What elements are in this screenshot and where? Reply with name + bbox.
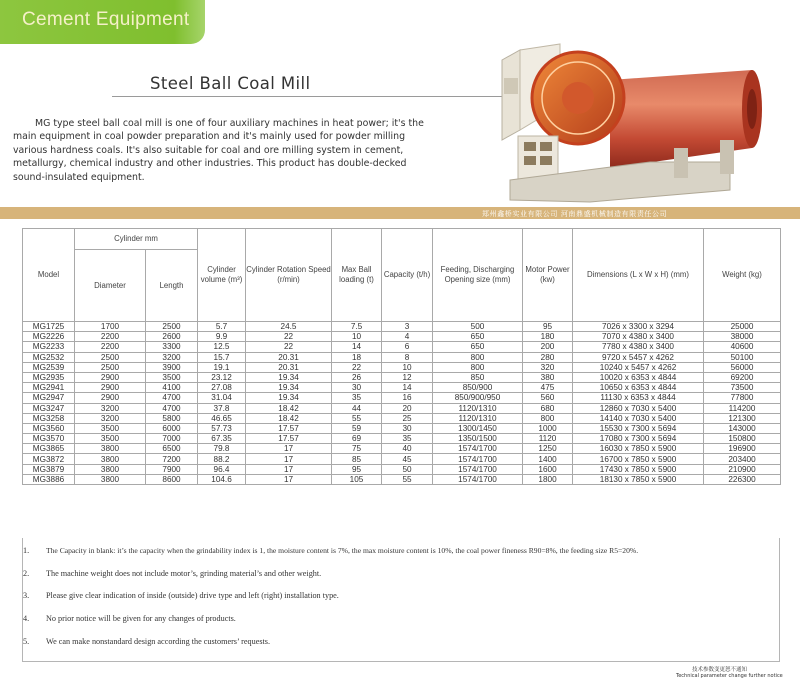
header-motor-power: Motor Power (kw) xyxy=(523,229,573,322)
cell-ball-loading: 55 xyxy=(332,413,382,423)
table-row xyxy=(23,444,781,454)
cell-model: MG2226 xyxy=(23,332,75,342)
cell-motor-power: 1600 xyxy=(523,464,573,474)
table-row xyxy=(23,332,781,342)
cell-ball-loading: 59 xyxy=(332,423,382,433)
cell-model: MG3247 xyxy=(23,403,75,413)
cell-length: 7000 xyxy=(146,434,198,444)
note-text: The machine weight does not include motor’s, grinding material’s and other weight. xyxy=(46,569,322,578)
cell-opening-size: 850 xyxy=(433,372,523,382)
table-row xyxy=(23,434,781,444)
cell-motor-power: 560 xyxy=(523,393,573,403)
cell-volume: 104.6 xyxy=(198,474,246,484)
cell-capacity: 12 xyxy=(382,372,433,382)
cell-dimensions: 16030 x 7850 x 5900 xyxy=(573,444,704,454)
table-row xyxy=(23,423,781,433)
note-text: No prior notice will be given for any changes of products. xyxy=(46,614,236,623)
cell-length: 6000 xyxy=(146,423,198,433)
header-model: Model xyxy=(23,229,75,322)
cell-capacity: 4 xyxy=(382,332,433,342)
cell-model: MG3886 xyxy=(23,474,75,484)
cell-model: MG2947 xyxy=(23,393,75,403)
cell-diameter: 3800 xyxy=(75,464,146,474)
cell-length: 3500 xyxy=(146,372,198,382)
cell-diameter: 1700 xyxy=(75,322,146,332)
cell-motor-power: 95 xyxy=(523,322,573,332)
spec-table-body xyxy=(23,322,781,485)
cell-dimensions: 10650 x 6353 x 4844 xyxy=(573,383,704,393)
cell-capacity: 30 xyxy=(382,423,433,433)
cell-volume: 57.73 xyxy=(198,423,246,433)
cell-length: 2500 xyxy=(146,322,198,332)
table-row xyxy=(23,342,781,352)
cell-speed: 19.34 xyxy=(246,372,332,382)
cell-speed: 17 xyxy=(246,444,332,454)
cell-weight: 69200 xyxy=(704,372,781,382)
cell-opening-size: 1574/1700 xyxy=(433,474,523,484)
cell-length: 3300 xyxy=(146,342,198,352)
cell-ball-loading: 18 xyxy=(332,352,382,362)
cell-ball-loading: 44 xyxy=(332,403,382,413)
cell-volume: 79.8 xyxy=(198,444,246,454)
spec-table xyxy=(22,228,781,485)
cell-dimensions: 9720 x 5457 x 4262 xyxy=(573,352,704,362)
cell-volume: 96.4 xyxy=(198,464,246,474)
cell-speed: 19.34 xyxy=(246,393,332,403)
cell-motor-power: 1000 xyxy=(523,423,573,433)
cell-speed: 22 xyxy=(246,332,332,342)
cell-diameter: 3200 xyxy=(75,413,146,423)
cell-diameter: 3800 xyxy=(75,454,146,464)
title-divider xyxy=(112,96,502,97)
cell-speed: 17.57 xyxy=(246,423,332,433)
note-text: The Capacity in blank: it’s the capacity when the grindability index is 1, the moisture content is 7%, the max moisture content is 10%, the coal power fineness R90=8%, the feeding size R5=20%. xyxy=(46,546,639,555)
cell-ball-loading: 30 xyxy=(332,383,382,393)
cell-dimensions: 17080 x 7300 x 5694 xyxy=(573,434,704,444)
cell-diameter: 3800 xyxy=(75,444,146,454)
cell-capacity: 55 xyxy=(382,474,433,484)
table-row xyxy=(23,322,781,332)
cell-speed: 18.42 xyxy=(246,413,332,423)
cell-motor-power: 280 xyxy=(523,352,573,362)
cell-capacity: 25 xyxy=(382,413,433,423)
cell-dimensions: 18130 x 7850 x 5900 xyxy=(573,474,704,484)
cell-ball-loading: 95 xyxy=(332,464,382,474)
cell-model: MG3865 xyxy=(23,444,75,454)
cell-weight: 121300 xyxy=(704,413,781,423)
footer-note-en: Technical parameter change further notice xyxy=(676,673,783,679)
cell-dimensions: 17430 x 7850 x 5900 xyxy=(573,464,704,474)
header-dimensions: Dimensions (L x W x H) (mm) xyxy=(573,229,704,322)
cell-capacity: 16 xyxy=(382,393,433,403)
cell-volume: 15.7 xyxy=(198,352,246,362)
cell-ball-loading: 22 xyxy=(332,362,382,372)
cell-speed: 18.42 xyxy=(246,403,332,413)
cell-capacity: 6 xyxy=(382,342,433,352)
cell-motor-power: 1400 xyxy=(523,454,573,464)
cell-opening-size: 500 xyxy=(433,322,523,332)
cell-dimensions: 11130 x 6353 x 4844 xyxy=(573,393,704,403)
cell-model: MG3570 xyxy=(23,434,75,444)
cell-speed: 20.31 xyxy=(246,362,332,372)
cell-weight: 56000 xyxy=(704,362,781,372)
cell-model: MG2539 xyxy=(23,362,75,372)
cell-ball-loading: 85 xyxy=(332,454,382,464)
cell-motor-power: 320 xyxy=(523,362,573,372)
cell-speed: 19.34 xyxy=(246,383,332,393)
cell-opening-size: 800 xyxy=(433,352,523,362)
cell-ball-loading: 10 xyxy=(332,332,382,342)
cell-diameter: 3500 xyxy=(75,423,146,433)
cell-model: MG2935 xyxy=(23,372,75,382)
product-title: Steel Ball Coal Mill xyxy=(150,74,311,93)
cell-capacity: 50 xyxy=(382,464,433,474)
cell-weight: 50100 xyxy=(704,352,781,362)
cell-volume: 5.7 xyxy=(198,322,246,332)
cell-model: MG2941 xyxy=(23,383,75,393)
cell-volume: 88.2 xyxy=(198,454,246,464)
cell-capacity: 8 xyxy=(382,352,433,362)
header-capacity: Capacity (t/h) xyxy=(382,229,433,322)
table-row xyxy=(23,403,781,413)
cell-diameter: 2900 xyxy=(75,372,146,382)
cell-capacity: 40 xyxy=(382,444,433,454)
cell-diameter: 2500 xyxy=(75,352,146,362)
cell-capacity: 45 xyxy=(382,454,433,464)
cell-motor-power: 1250 xyxy=(523,444,573,454)
cell-model: MG3258 xyxy=(23,413,75,423)
cell-dimensions: 12860 x 7030 x 5400 xyxy=(573,403,704,413)
note-number: 5. xyxy=(23,637,30,646)
cell-length: 2600 xyxy=(146,332,198,342)
cell-diameter: 2500 xyxy=(75,362,146,372)
cell-volume: 9.9 xyxy=(198,332,246,342)
cell-diameter: 2900 xyxy=(75,393,146,403)
cell-length: 4700 xyxy=(146,393,198,403)
cell-dimensions: 10020 x 6353 x 4844 xyxy=(573,372,704,382)
cell-diameter: 2200 xyxy=(75,332,146,342)
table-row xyxy=(23,372,781,382)
company-band xyxy=(0,207,800,219)
cell-speed: 17 xyxy=(246,464,332,474)
cell-weight: 210900 xyxy=(704,464,781,474)
note-number: 4. xyxy=(23,614,30,623)
cell-speed: 17.57 xyxy=(246,434,332,444)
cell-ball-loading: 75 xyxy=(332,444,382,454)
cell-length: 3200 xyxy=(146,352,198,362)
cell-motor-power: 180 xyxy=(523,332,573,342)
cell-weight: 150800 xyxy=(704,434,781,444)
cell-opening-size: 1120/1310 xyxy=(433,413,523,423)
cell-length: 5800 xyxy=(146,413,198,423)
cell-diameter: 3500 xyxy=(75,434,146,444)
cell-diameter: 2200 xyxy=(75,342,146,352)
cell-volume: 67.35 xyxy=(198,434,246,444)
cell-length: 4700 xyxy=(146,403,198,413)
note-number: 2. xyxy=(23,569,30,578)
cell-weight: 77800 xyxy=(704,393,781,403)
cell-length: 6500 xyxy=(146,444,198,454)
section-banner xyxy=(0,0,205,44)
cell-dimensions: 7070 x 4380 x 3400 xyxy=(573,332,704,342)
cell-ball-loading: 69 xyxy=(332,434,382,444)
cell-model: MG3872 xyxy=(23,454,75,464)
cell-motor-power: 475 xyxy=(523,383,573,393)
cell-motor-power: 800 xyxy=(523,413,573,423)
cell-speed: 20.31 xyxy=(246,352,332,362)
cell-capacity: 3 xyxy=(382,322,433,332)
cell-length: 7900 xyxy=(146,464,198,474)
header-ball-loading: Max Ball loading (t) xyxy=(332,229,382,322)
cell-opening-size: 850/900 xyxy=(433,383,523,393)
cell-weight: 143000 xyxy=(704,423,781,433)
table-row xyxy=(23,362,781,372)
note-number: 3. xyxy=(23,591,30,600)
note-text: We can make nonstandard design according the customers’ requests. xyxy=(46,637,271,646)
cell-ball-loading: 7.5 xyxy=(332,322,382,332)
cell-speed: 24.5 xyxy=(246,322,332,332)
cell-weight: 25000 xyxy=(704,322,781,332)
cell-speed: 17 xyxy=(246,454,332,464)
company-band-text: 郑州鑫桥实业有限公司 河南鼎盛机械制造有限责任公司 xyxy=(482,210,668,218)
cell-volume: 37.8 xyxy=(198,403,246,413)
header-cylinder-mm: Cylinder mm xyxy=(75,229,198,250)
cell-length: 8600 xyxy=(146,474,198,484)
cell-weight: 40600 xyxy=(704,342,781,352)
cell-model: MG2233 xyxy=(23,342,75,352)
cell-length: 7200 xyxy=(146,454,198,464)
table-row xyxy=(23,393,781,403)
cell-opening-size: 1574/1700 xyxy=(433,454,523,464)
cell-volume: 12.5 xyxy=(198,342,246,352)
cell-weight: 73500 xyxy=(704,383,781,393)
product-intro: MG type steel ball coal mill is one of four auxiliary machines in heat power; it's the main equipment in coal powder preparation and it's mainly used for powder milling various hardness coals. It's also suitable for coal and ore milling system in cement, metallurgy, chemical industry and other industries. This product has double-decked sound-insulated equipment. xyxy=(13,118,424,183)
cell-motor-power: 1800 xyxy=(523,474,573,484)
cell-diameter: 3800 xyxy=(75,474,146,484)
cell-motor-power: 680 xyxy=(523,403,573,413)
cell-speed: 22 xyxy=(246,342,332,352)
cell-motor-power: 380 xyxy=(523,372,573,382)
cell-speed: 17 xyxy=(246,474,332,484)
cell-capacity: 10 xyxy=(382,362,433,372)
ball-mill-photo xyxy=(490,40,770,208)
table-row xyxy=(23,454,781,464)
header-rotation-speed: Cylinder Rotation Speed (r/min) xyxy=(246,229,332,322)
cell-weight: 203400 xyxy=(704,454,781,464)
cell-dimensions: 16700 x 7850 x 5900 xyxy=(573,454,704,464)
cell-diameter: 2900 xyxy=(75,383,146,393)
cell-opening-size: 800 xyxy=(433,362,523,372)
cell-length: 4100 xyxy=(146,383,198,393)
cell-weight: 226300 xyxy=(704,474,781,484)
footer-note-cn: 技术参数变更恕不通知 xyxy=(692,667,748,673)
cell-dimensions: 15530 x 7300 x 5694 xyxy=(573,423,704,433)
header-diameter: Diameter xyxy=(75,250,146,322)
header-length: Length xyxy=(146,250,198,322)
cell-volume: 46.65 xyxy=(198,413,246,423)
cell-motor-power: 200 xyxy=(523,342,573,352)
cell-dimensions: 7026 x 3300 x 3294 xyxy=(573,322,704,332)
cell-opening-size: 650 xyxy=(433,342,523,352)
cell-opening-size: 1350/1500 xyxy=(433,434,523,444)
cell-model: MG2532 xyxy=(23,352,75,362)
cell-volume: 27.08 xyxy=(198,383,246,393)
cell-opening-size: 1574/1700 xyxy=(433,464,523,474)
cell-motor-power: 1120 xyxy=(523,434,573,444)
cell-ball-loading: 14 xyxy=(332,342,382,352)
cell-dimensions: 10240 x 5457 x 4262 xyxy=(573,362,704,372)
header-weight: Weight (kg) xyxy=(704,229,781,322)
cell-opening-size: 1574/1700 xyxy=(433,444,523,454)
cell-volume: 23.12 xyxy=(198,372,246,382)
table-row xyxy=(23,474,781,484)
cell-weight: 114200 xyxy=(704,403,781,413)
cell-capacity: 20 xyxy=(382,403,433,413)
header-opening-size: Feeding, Discharging Opening size (mm) xyxy=(433,229,523,322)
cell-model: MG1725 xyxy=(23,322,75,332)
header-cylinder-volume: Cylinder volume (m³) xyxy=(198,229,246,322)
table-row xyxy=(23,383,781,393)
cell-ball-loading: 105 xyxy=(332,474,382,484)
notes-box xyxy=(22,538,780,662)
cell-ball-loading: 26 xyxy=(332,372,382,382)
cell-length: 3900 xyxy=(146,362,198,372)
table-row xyxy=(23,413,781,423)
banner-title: Cement Equipment xyxy=(22,9,190,30)
cell-opening-size: 1300/1450 xyxy=(433,423,523,433)
cell-dimensions: 14140 x 7030 x 5400 xyxy=(573,413,704,423)
cell-capacity: 35 xyxy=(382,434,433,444)
cell-ball-loading: 35 xyxy=(332,393,382,403)
cell-model: MG3560 xyxy=(23,423,75,433)
table-row xyxy=(23,352,781,362)
cell-dimensions: 7780 x 4380 x 3400 xyxy=(573,342,704,352)
note-text: Please give clear indication of inside (outside) drive type and left (right) installation type. xyxy=(46,591,339,600)
note-number: 1. xyxy=(23,546,30,555)
cell-weight: 196900 xyxy=(704,444,781,454)
cell-opening-size: 1120/1310 xyxy=(433,403,523,413)
cell-volume: 19.1 xyxy=(198,362,246,372)
cell-opening-size: 850/900/950 xyxy=(433,393,523,403)
cell-diameter: 3200 xyxy=(75,403,146,413)
table-row xyxy=(23,464,781,474)
cell-model: MG3879 xyxy=(23,464,75,474)
cell-volume: 31.04 xyxy=(198,393,246,403)
cell-opening-size: 650 xyxy=(433,332,523,342)
cell-capacity: 14 xyxy=(382,383,433,393)
cell-weight: 38000 xyxy=(704,332,781,342)
